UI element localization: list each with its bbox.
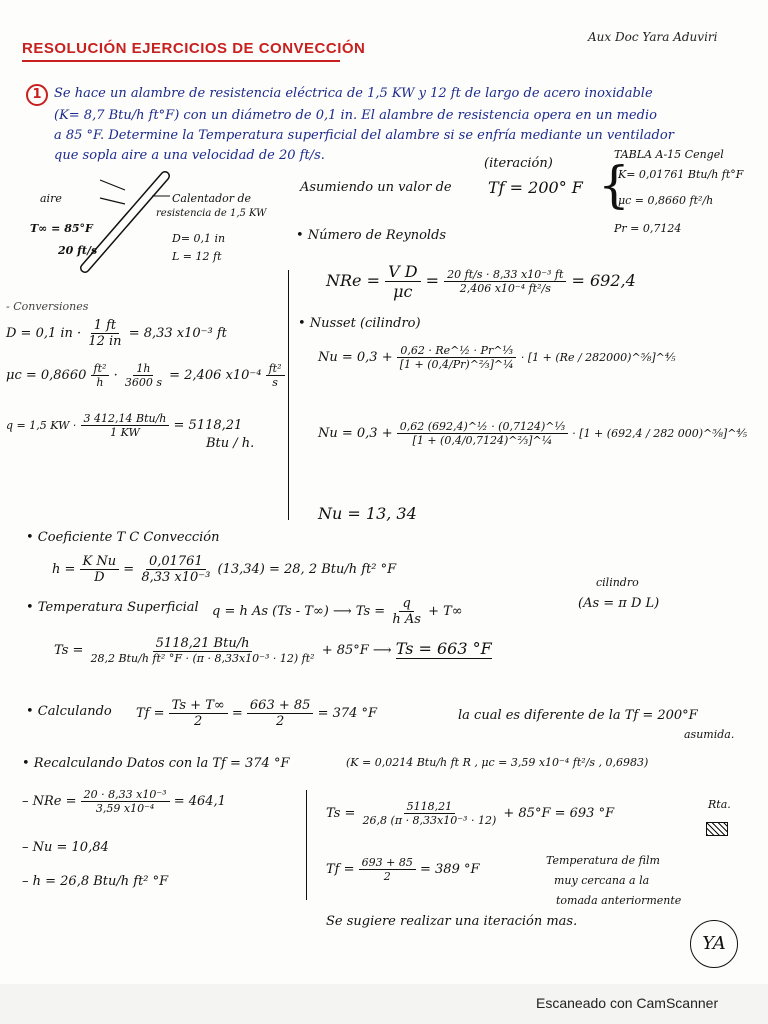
suggestion: Se sugiere realizar una iteración mas.	[326, 914, 578, 929]
table-ref: TABLA A-15 Cengel	[614, 148, 724, 161]
reynolds-frac-1: $\frac{\text{V D}}{\mu c}$	[385, 262, 420, 301]
velocity-label: 20 ft/s	[58, 244, 98, 257]
film-note-3: tomada anteriormente	[556, 894, 682, 907]
conv-q-unit: Btu / h.	[206, 436, 255, 451]
brace: {	[598, 156, 630, 214]
assume-label: Asumiendo un valor de	[300, 180, 452, 195]
tinf-label: T∞ = 85°F	[30, 222, 93, 235]
coef-eq: h = $\frac{\text{K Nu}}{D}$ = $\frac{0,01761}{\text{8,33 x10⁻³}}$ (13,34) = 28, 2 Btu/h ft² °F	[52, 554, 397, 585]
nusselt-result: Nu = 13, 34	[318, 504, 417, 523]
reynolds-result: = 692,4	[571, 271, 636, 290]
nusselt-numeric: Nu = 0,3 + $\frac{\text{0,62 (692,4)\textasciicircum{}½ · (0,7124)\textasciicircum{}⅓}}{\text{[1 + (0,4/0,7124)\textasciicircum{}⅔]\textasciicircum{}¼}}$ · [1 + (692,4 / 282 000)^⅝]^⅘	[318, 420, 748, 447]
iteration-label: (iteración)	[484, 156, 553, 171]
cylinder-label: cilindro	[596, 576, 639, 589]
column-divider	[288, 270, 289, 520]
recalc-ts: Ts = $\frac{5118,21}{\text{26,8 (π · 8,33x10⁻³ · 12)}}$ + 85°F = 693 °F	[326, 800, 615, 827]
conv-d: D = 0,1 in · $\frac{1 ft}{12 in}$ = 8,33 x10⁻³ ft	[6, 318, 227, 349]
problem-line-1: Se hace un alambre de resistencia eléctrica de 1,5 KW y 12 ft de largo de acero inoxidable	[54, 86, 653, 101]
column-divider-2	[306, 790, 307, 900]
mu-value: μc = 0,8660 ft²/h	[618, 194, 714, 207]
ts-eq: Ts = $\frac{\text{5118,21 Btu/h}}{\text{28,2 Btu/h ft² °F · (π · 8,33x10⁻³ · 12) ft²}}$ + 85°F ⟶ Ts = 663 °F	[54, 636, 492, 665]
reynolds-label: • Número de Reynolds	[296, 228, 447, 243]
calc-eq: Tf = $\frac{Ts + T\infty}{2}$ = $\frac{663 + 85}{2}$ = 374 °F	[136, 698, 378, 729]
page-title: RESOLUCIÓN EJERCICIOS DE CONVECCIÓN	[22, 40, 366, 57]
temp-eq1: q = h As (Ts - T∞) ⟶ Ts = $\frac{q}{\text{h As}}$ + T∞	[212, 596, 463, 627]
reynolds-eq: NRe = $\frac{\text{V D}}{\mu c}$ = $\frac{\text{20 ft/s · 8,33 x10⁻³ ft}}{\text{2,406 x10⁻⁴ ft²/s}}$ = 692,4	[326, 262, 636, 301]
footer-text: Escaneado con CamScanner	[536, 995, 719, 1011]
recalc-h: – h = 26,8 Btu/h ft² °F	[22, 874, 169, 889]
length-label: L = 12 ft	[172, 250, 222, 263]
conversions-label: - Conversiones	[6, 300, 89, 313]
recalc-nre: – NRe = $\frac{\text{20 · 8,33 x10⁻³}}{\text{3,59 x10⁻⁴}}$ = 464,1	[22, 788, 226, 815]
ts-result: Ts = 663 °F	[395, 639, 492, 658]
recalc-tf: Tf = $\frac{693 + 85}{2}$ = 389 °F	[326, 856, 480, 883]
answer-label: Rta.	[708, 798, 731, 811]
calc-note: la cual es diferente de la Tf = 200°F	[458, 708, 698, 723]
title-underline	[22, 60, 340, 62]
film-note-2: muy cercana a la	[554, 874, 650, 887]
conv-mu: μc = 0,8660 $\frac{\text{ft²}}{h}$ · $\frac{1h}{3600 s}$ = 2,406 x10⁻⁴ $\frac{\text{ft²}}{s}$	[6, 362, 285, 389]
problem-line-2: (K= 8,7 Btu/h ft°F) con un diámetro de 0,1 in. El alambre de resistencia opera en un medio	[54, 108, 657, 123]
problem-number: 1	[26, 84, 48, 106]
k-value: K= 0,01761 Btu/h ft°F	[618, 168, 744, 181]
heater-label-2: resistencia de 1,5 KW	[156, 208, 267, 219]
signature-stamp: YA	[690, 920, 738, 968]
air-label: aire	[40, 192, 62, 205]
nusselt-general: Nu = 0,3 + $\frac{\text{0,62 · Re\textasciicircum{}½ · Pr\textasciicircum{}⅓}}{\text{[1 + (0,4/Pr)\textasciicircum{}⅔]\textasciicircum{}¼}}$ · [1 + (Re / 282000)^⅝]^⅘	[318, 344, 676, 371]
problem-line-4: que sopla aire a una velocidad de 20 ft/s.	[54, 148, 325, 163]
temp-label: • Temperatura Superficial	[26, 600, 199, 615]
nusselt-label: • Nusset (cilindro)	[298, 316, 421, 331]
recalc-nu: – Nu = 10,84	[22, 840, 109, 855]
recalc-props: (K = 0,0214 Btu/h ft R , μc = 3,59 x10⁻⁴ ft²/s , 0,6983)	[346, 756, 649, 769]
reynolds-frac-2: $\frac{\text{20 ft/s · 8,33 x10⁻³ ft}}{\text{2,406 x10⁻⁴ ft²/s}}$	[444, 268, 566, 295]
author: Aux Doc Yara Aduviri	[588, 30, 718, 44]
calc-note-2: asumida.	[684, 728, 735, 741]
recalc-label: • Recalculando Datos con la Tf = 374 °F	[22, 756, 290, 771]
answer-hatch	[706, 822, 728, 836]
area-formula: (As = π D L)	[578, 596, 660, 611]
reynolds-lhs: NRe =	[326, 271, 381, 290]
pr-value: Pr = 0,7124	[614, 222, 682, 235]
coef-label: • Coeficiente T C Convección	[26, 530, 220, 545]
film-note-1: Temperatura de film	[546, 854, 660, 867]
tf-assumed: Tf = 200° F	[488, 178, 583, 197]
problem-line-3: a 85 °F. Determine la Temperatura superficial del alambre si se enfría mediante un ventilador	[54, 128, 674, 143]
conv-q: q = 1,5 KW · $\frac{\text{3 412,14 Btu/h}}{1 KW}$ = 5118,21	[6, 412, 243, 439]
heater-label: Calentador de	[172, 192, 252, 205]
calc-label: • Calculando	[26, 704, 112, 719]
diameter-label: D= 0,1 in	[172, 232, 226, 245]
